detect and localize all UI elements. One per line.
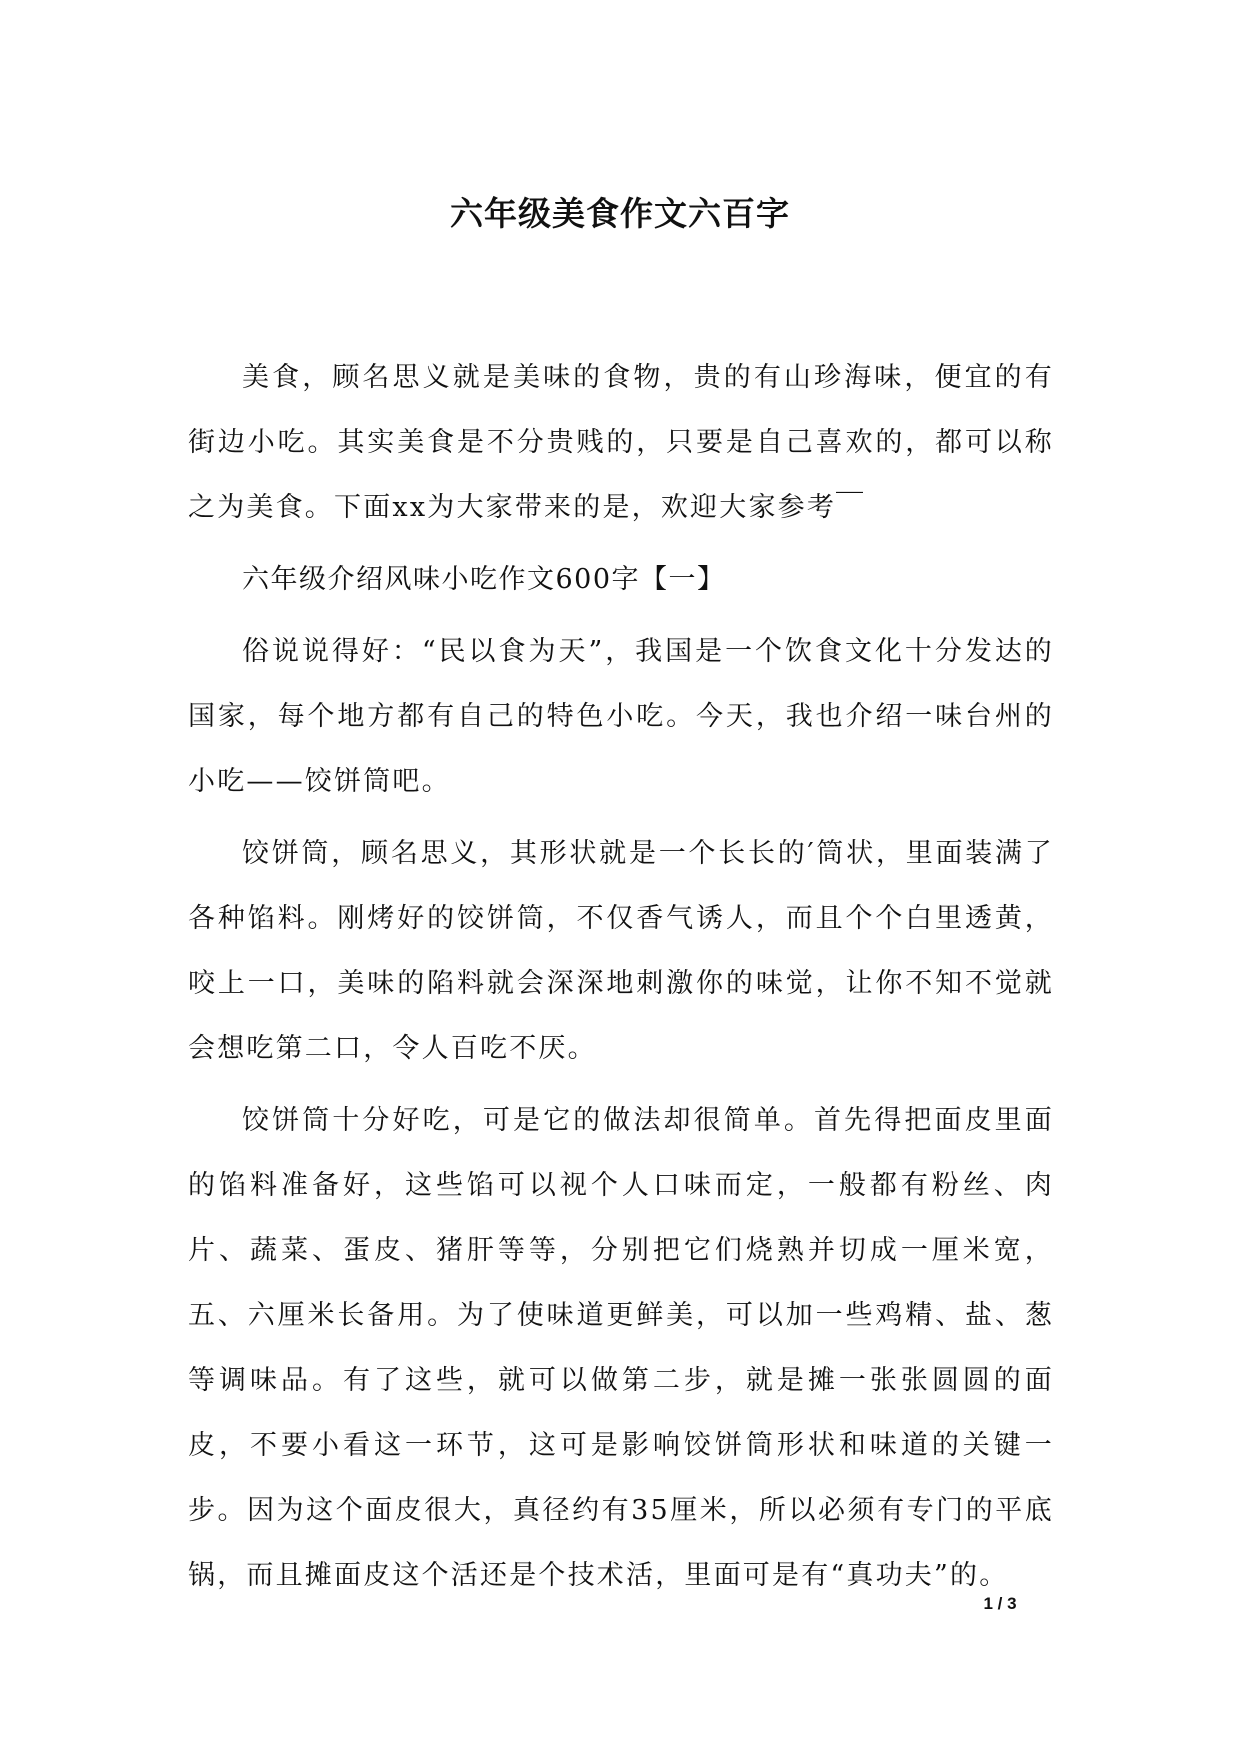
document-title: 六年级美食作文六百字 <box>450 194 790 233</box>
body-paragraph: 饺饼筒，顾名思义，其形状就是一个长长的′筒状，里面装满了各种馅料。刚烤好的饺饼筒，不仅香气诱人，而且个个白里透黄，咬上一口，美味的陷料就会深深地刺激你的味觉，让你不知不觉就会想吃第二口，令人百吃不厌。 <box>188 838 1054 1064</box>
body-paragraph: 饺饼筒十分好吃，可是它的做法却很简单。首先得把面皮里面的馅料准备好，这些馅可以视个人口味而定，一般都有粉丝、肉片、蔬菜、蛋皮、猪肝等等，分别把它们烧熟并切成一厘米宽，五、六厘米长备用。为了使味道更鲜美，可以加一些鸡精、盐、葱等调味品。有了这些，就可以做第二步，就是摊一张张圆圆的面皮，不要小看这一环节，这可是影响饺饼筒形状和味道的关键一步。因为这个面皮很大，真径约有35厘米，所以必须有专门的平底锅，而且摊面皮这个活还是个技术活，里面可是有“真功夫”的。 <box>188 1105 1054 1591</box>
section-heading: 六年级介绍风味小吃作文600字【一】 <box>242 564 726 595</box>
page-number: 1 / 3 <box>983 1594 1017 1613</box>
document-body <box>188 345 1054 1615</box>
intro-paragraph: 美食，顾名思义就是美味的食物，贵的有山珍海味，便宜的有街边小吃。其实美食是不分贵贱的，只要是自己喜欢的，都可以称之为美食。下面xx为大家带来的是，欢迎大家参考￣ <box>188 362 1054 523</box>
body-paragraph: 俗说说得好：“民以食为天”，我国是一个饮食文化十分发达的国家，每个地方都有自己的特色小吃。今天，我也介绍一味台州的小吃——饺饼筒吧。 <box>188 636 1054 797</box>
